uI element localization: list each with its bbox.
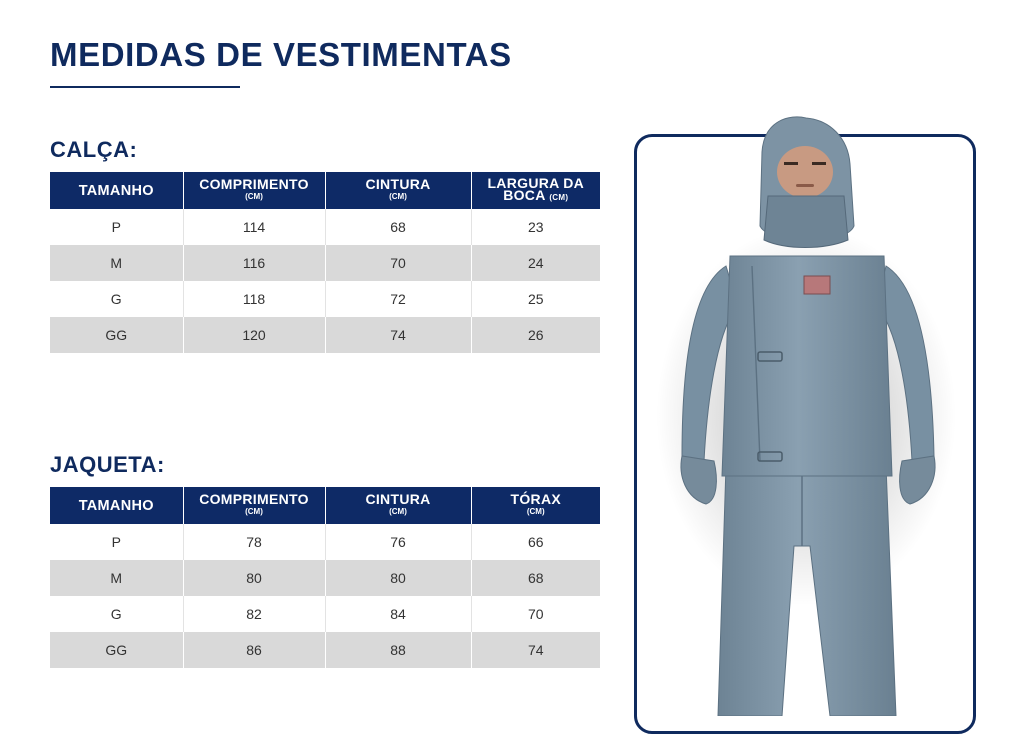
cell-tamanho: M — [50, 560, 183, 596]
cell-cintura: 70 — [325, 245, 471, 281]
table-row — [50, 245, 600, 281]
table-row — [50, 524, 600, 560]
cell-torax: 66 — [471, 524, 600, 560]
cell-torax: 68 — [471, 560, 600, 596]
jacket-header-cintura: CINTURA (CM) — [325, 487, 471, 524]
jacket-header-tamanho: TAMANHO — [50, 487, 183, 524]
cell-cintura: 68 — [325, 209, 471, 245]
cell-tamanho: GG — [50, 317, 183, 353]
cell-comprimento: 80 — [183, 560, 325, 596]
cell-largura-boca: 26 — [471, 317, 600, 353]
cell-comprimento: 114 — [183, 209, 325, 245]
cell-comprimento: 86 — [183, 632, 325, 668]
cell-largura-boca: 23 — [471, 209, 600, 245]
cell-tamanho: M — [50, 245, 183, 281]
cell-comprimento: 78 — [183, 524, 325, 560]
cell-torax: 70 — [471, 596, 600, 632]
protective-suit-photo — [634, 116, 979, 716]
cell-cintura: 76 — [325, 524, 471, 560]
cell-torax: 74 — [471, 632, 600, 668]
cell-cintura: 74 — [325, 317, 471, 353]
cell-largura-boca: 25 — [471, 281, 600, 317]
cell-comprimento: 82 — [183, 596, 325, 632]
cell-cintura: 84 — [325, 596, 471, 632]
jacket-section-title: JAQUETA: — [50, 452, 165, 477]
cell-cintura: 72 — [325, 281, 471, 317]
table-row — [50, 596, 600, 632]
pants-header-tamanho: TAMANHO — [50, 172, 183, 209]
jacket-header-comprimento: COMPRIMENTO (CM) — [183, 487, 325, 524]
cell-largura-boca: 24 — [471, 245, 600, 281]
table-row — [50, 317, 600, 353]
table-row — [50, 560, 600, 596]
cell-tamanho: G — [50, 281, 183, 317]
jacket-header-torax: TÓRAX (CM) — [471, 487, 600, 524]
jacket-size-table — [50, 487, 600, 668]
page-title: MEDIDAS DE VESTIMENTAS — [50, 36, 512, 73]
jacket-table-header-row — [50, 487, 600, 524]
cell-comprimento: 120 — [183, 317, 325, 353]
title-underline — [50, 86, 240, 88]
cell-cintura: 80 — [325, 560, 471, 596]
cell-tamanho: GG — [50, 632, 183, 668]
table-row — [50, 209, 600, 245]
cell-tamanho: P — [50, 209, 183, 245]
cell-tamanho: G — [50, 596, 183, 632]
pants-header-cintura: CINTURA (CM) — [325, 172, 471, 209]
table-row — [50, 632, 600, 668]
pants-table-header-row — [50, 172, 600, 209]
table-row — [50, 281, 600, 317]
cell-tamanho: P — [50, 524, 183, 560]
cell-comprimento: 116 — [183, 245, 325, 281]
pants-header-comprimento: COMPRIMENTO (CM) — [183, 172, 325, 209]
cell-cintura: 88 — [325, 632, 471, 668]
pants-header-largura-boca: LARGURA DA BOCA (CM) — [471, 172, 600, 209]
pants-size-table — [50, 172, 600, 353]
pants-section-title: CALÇA: — [50, 137, 138, 162]
cell-comprimento: 118 — [183, 281, 325, 317]
